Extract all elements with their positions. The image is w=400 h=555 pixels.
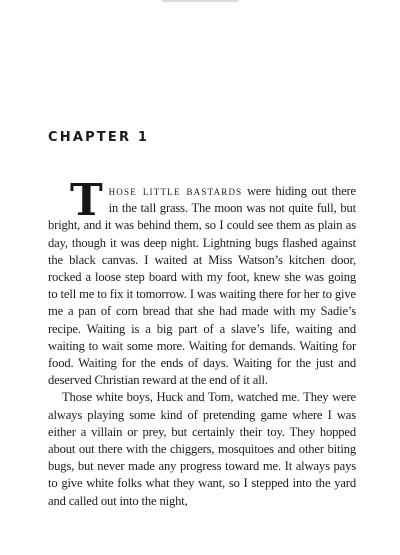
paragraph-2	[48, 389, 356, 509]
paragraph-1	[48, 175, 356, 389]
chapter-heading: CHAPTER 1	[48, 130, 150, 145]
chapter-body	[48, 175, 356, 510]
paragraph-2-text: Those white boys, Huck and Tom, watched me. They were always playing some kind of pretending game where I was either a villain or prey, but certainly their toy. They hopped about out there with the chiggers, mosquitoes and other biting bugs, but never made any progress toward me. It always pays to give white folks what they want, so I stepped into the yard and called out into the night,	[48, 390, 356, 508]
lead-in-text: hose little bastards	[108, 184, 243, 198]
paragraph-1-text: were hiding out there in the tall grass. The moon was not quite full, but bright, and it was behind them, so I could see them as plain as day, though it was deep night. Lightning bugs flashed against the black canvas. I waited at Miss Watson’s kitchen door, rocked a loose step board with my foot, knew she was going to tell me to fix it tomorrow. I was waiting there for her to give me a pan of corn bread that she had made with my Sadie’s recipe. Waiting is a big part of a slave’s life, waiting and waiting to wait some more. Waiting for demands. Waiting for food. Waiting for the ends of days. Waiting for the just and deserved Christian reward at the end of it all.	[48, 184, 356, 388]
top-rule	[162, 0, 238, 2]
drop-cap: T	[70, 175, 103, 226]
